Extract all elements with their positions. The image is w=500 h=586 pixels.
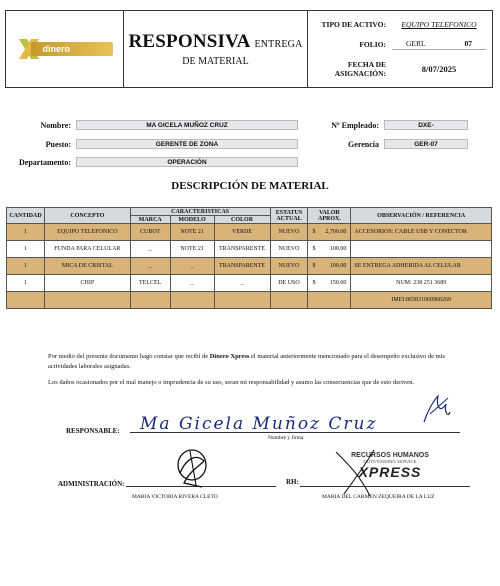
cell-color: VERDE <box>214 224 270 241</box>
num-empleado-field: DXE- <box>384 120 468 130</box>
col-concepto: CONCEPTO <box>44 208 130 224</box>
cell-estatus: DE USO <box>270 275 308 292</box>
currency-symbol: $ <box>312 280 316 286</box>
nombre-firma-caption: Nombre y firma <box>268 435 304 441</box>
col-cantidad: CANTIDAD <box>7 208 45 224</box>
cell-estatus: NUEVO <box>270 258 308 275</box>
stamp-brand: XPRESS <box>358 464 422 480</box>
num-empleado-label: Nº Empleado: <box>331 120 379 130</box>
cell-color: _ <box>214 275 270 292</box>
logo-text: dinero <box>42 44 71 54</box>
cell-modelo <box>170 292 214 309</box>
p1-text: Por medio del presente documento hago constar que recibí de <box>48 353 210 360</box>
gerencia-field: GER-07 <box>384 139 468 149</box>
p1-text-end: el material anteriormente mencionado para el desempeño exclusivo de mis actividades laborales asignadas. <box>48 353 446 370</box>
cell-concepto: FUNDA PARA CELULAR <box>44 241 130 258</box>
valor-amount: 2,700.00 <box>325 229 347 235</box>
valor-amount: 100.00 <box>329 263 347 269</box>
departamento-field: OPERACIÓN <box>76 157 298 167</box>
rh-label: RH: <box>286 478 299 486</box>
folio-label: FOLIO: <box>359 40 386 50</box>
document-subtitle: DE MATERIAL <box>182 56 249 67</box>
col-observacion: OBSERVACIÓN / REFERENCIA <box>351 208 492 224</box>
tipo-activo-row <box>314 20 486 30</box>
nombre-label: Nombre: <box>40 120 71 130</box>
num-empleado-row <box>300 120 468 130</box>
cell-marca: _ <box>130 241 170 258</box>
cell-observacion: ACCESORIOS: CABLE USB Y CONECTOR <box>351 224 492 241</box>
title-cell <box>124 11 308 87</box>
cell-valor <box>308 275 351 292</box>
folio-row <box>314 39 486 50</box>
col-valor: VALOR APROX. <box>308 208 351 224</box>
table-row <box>7 241 492 258</box>
stamp-line1: RECURSOS HUMANOS <box>351 452 429 459</box>
cell-estatus: NUEVO <box>270 241 308 258</box>
col-caracteristicas: CARACTERISTICAS <box>130 208 270 216</box>
title-main: RESPONSIVA <box>128 31 250 52</box>
cell-modelo: NOTE 21 <box>170 241 214 258</box>
fecha-value: 8/07/2025 <box>421 63 457 74</box>
fecha-label: FECHA DE ASIGNACIÓN: <box>334 60 386 79</box>
folio-code: GERL <box>406 39 426 49</box>
cell-valor <box>308 258 351 275</box>
cell-modelo: NOTE 21 <box>170 224 214 241</box>
col-marca: MARCA <box>130 216 170 224</box>
cell-marca <box>130 292 170 309</box>
cell-modelo: _ <box>170 258 214 275</box>
cell-cantidad: 1 <box>7 275 45 292</box>
liability-paragraph: Los daños ocasionados por el mal manejo o imprudencia de su uso, seran mi responsabilidad y asumo las consecuencias que de esto deriven. <box>48 379 415 386</box>
cell-observacion: NUM: 238 251 3689 <box>351 275 492 292</box>
cell-concepto <box>44 292 130 309</box>
folio-value <box>392 39 486 50</box>
folio-number: 07 <box>464 39 472 49</box>
valor-amount: 150.00 <box>329 280 347 286</box>
cell-observacion: SE ENTREGA ADHERIDA AL CELULAR <box>351 258 492 275</box>
col-color: COLOR <box>214 216 270 224</box>
puesto-field: GERENTE DE ZONA <box>76 139 298 149</box>
gerencia-row <box>300 139 468 149</box>
responsable-handwriting: Ma Gicela Muñoz Cruz <box>140 414 378 434</box>
tipo-activo-value: EQUIPO TELEFONICO <box>401 19 477 29</box>
responsable-label: RESPONSABLE: <box>66 427 120 435</box>
cell-modelo: _ <box>170 275 214 292</box>
logo-cell <box>6 11 124 87</box>
declaration-paragraph <box>48 352 458 372</box>
table-row <box>7 258 492 275</box>
departamento-label: Departamento: <box>19 157 71 167</box>
stamp-line2: OUTSTANDING SERVICE <box>363 459 417 464</box>
currency-symbol: $ <box>312 229 316 235</box>
cell-observacion <box>351 241 492 258</box>
nombre-row <box>0 120 298 130</box>
cell-marca: _ <box>130 258 170 275</box>
col-estatus: ESTATUS ACTUAL <box>270 208 308 224</box>
document-header <box>5 10 493 88</box>
cell-marca: TELCEL <box>130 275 170 292</box>
cell-estatus: NUEVO <box>270 224 308 241</box>
currency-symbol: $ <box>312 263 316 269</box>
cell-concepto: EQUIPO TELEFONICO <box>44 224 130 241</box>
dinero-xpress-logo <box>17 35 113 63</box>
cell-color: TRANSPARENTE <box>214 258 270 275</box>
nombre-field: MA GICELA MUÑOZ CRUZ <box>76 120 298 130</box>
fecha-row <box>314 60 486 78</box>
valor-amount: 100.00 <box>329 246 347 252</box>
cell-color: TRANSPARENTE <box>214 241 270 258</box>
tipo-activo-label: TIPO DE ACTIVO: <box>321 20 386 30</box>
puesto-label: Puesto: <box>45 139 71 149</box>
cell-valor <box>308 292 351 309</box>
col-modelo: MODELO <box>170 216 214 224</box>
section-title: DESCRIPCIÓN DE MATERIAL <box>171 180 329 192</box>
p1-brand: Dinero Xpress <box>209 353 250 360</box>
cell-color <box>214 292 270 309</box>
responsable-signature-scribble <box>420 392 454 428</box>
cell-cantidad: 1 <box>7 258 45 275</box>
title-suffix: ENTREGA <box>254 39 303 50</box>
administracion-name: MARIA VICTORIA RIVERA CLETO <box>132 494 218 500</box>
puesto-row <box>0 139 298 149</box>
cell-concepto: MICA DE CRISTAL <box>44 258 130 275</box>
cell-valor <box>308 224 351 241</box>
table-row <box>7 224 492 241</box>
cell-observacion: IMEI:865831060960269 <box>351 292 492 309</box>
table-row <box>7 275 492 292</box>
gerencia-label: Gerencia <box>348 139 379 149</box>
cell-cantidad <box>7 292 45 309</box>
cell-cantidad: 1 <box>7 224 45 241</box>
document-title <box>129 31 303 53</box>
cell-valor <box>308 241 351 258</box>
cell-estatus <box>270 292 308 309</box>
cell-concepto: CHIP <box>44 275 130 292</box>
table-row <box>7 292 492 309</box>
rh-name: MARIA DEL CARMEN ZEQUEIRA DE LA LUZ <box>322 494 435 500</box>
administracion-label: ADMINISTRACIÓN: <box>58 480 125 488</box>
header-info <box>308 11 492 87</box>
material-table <box>6 207 492 309</box>
cell-cantidad: 1 <box>7 241 45 258</box>
currency-symbol: $ <box>312 246 316 252</box>
cell-marca: CUBOT <box>130 224 170 241</box>
departamento-row <box>0 157 298 167</box>
administracion-signature-icon <box>172 445 216 491</box>
